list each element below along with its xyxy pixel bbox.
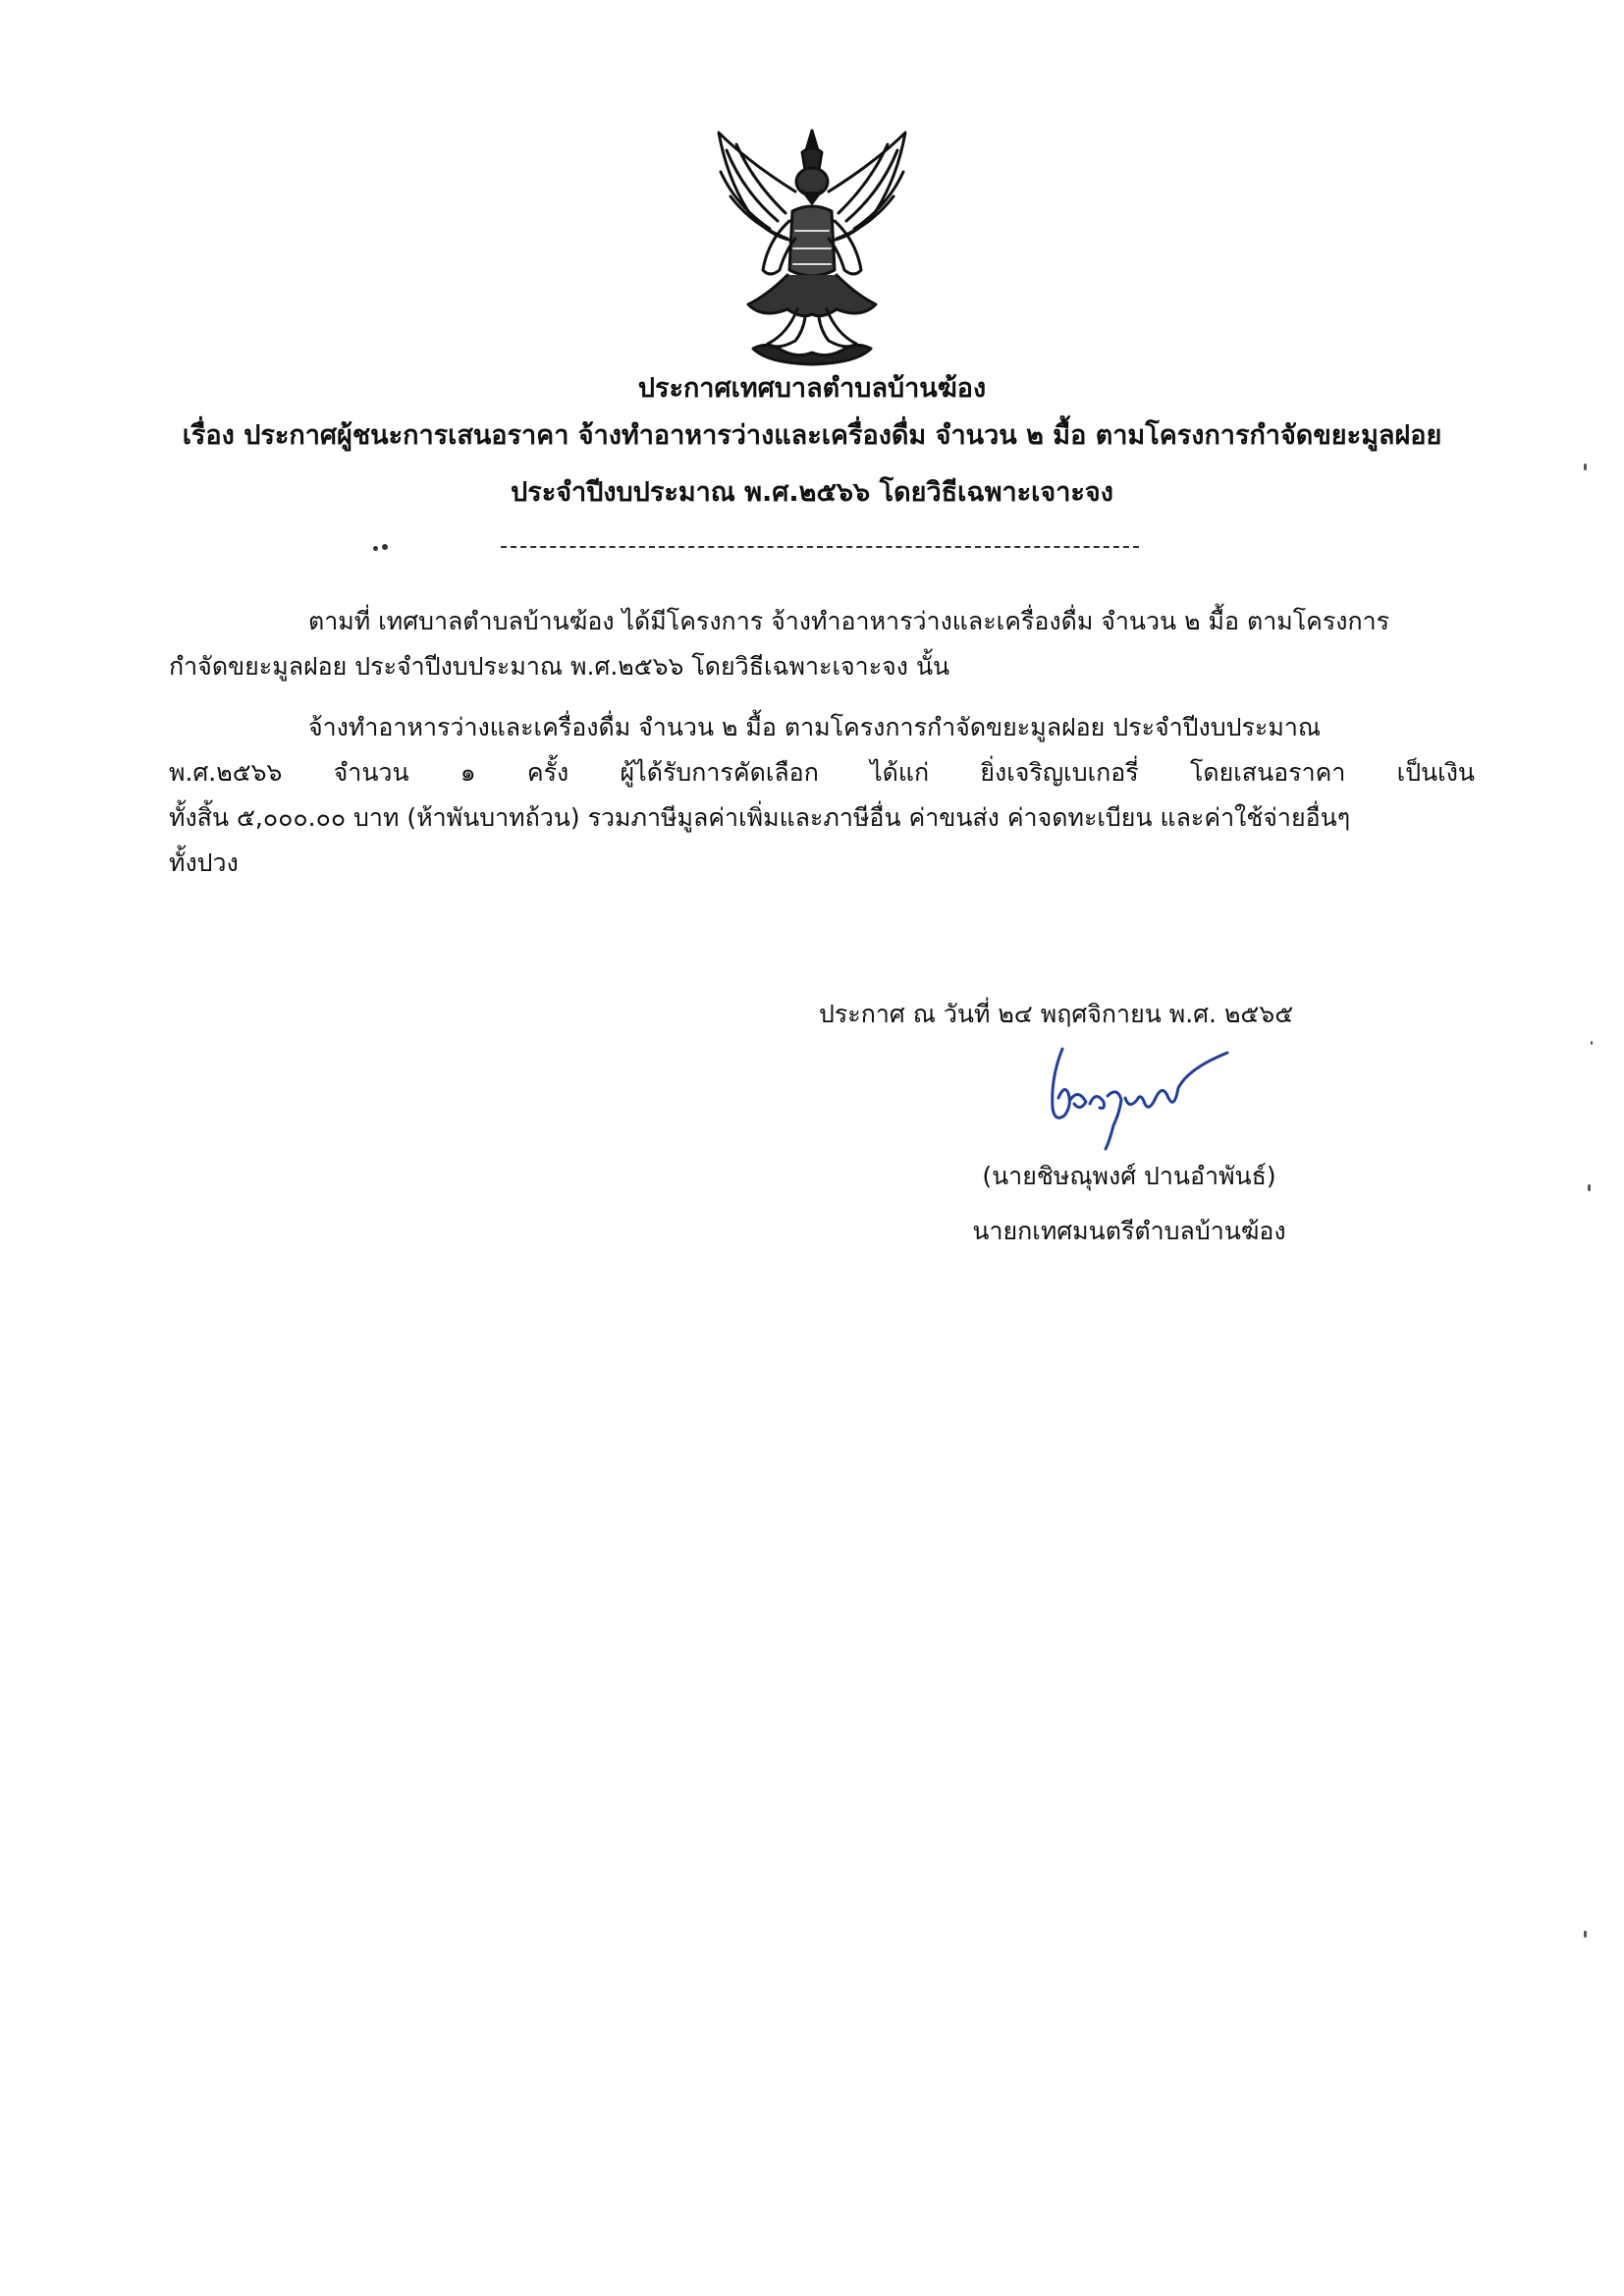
handwritten-signature: [1031, 1039, 1242, 1157]
paragraph-line: ตามที่ เทศบาลตำบลบ้านฆ้อง ได้มีโครงการ จ้างทำอาหารว่างและเครื่องดื่ม จำนวน ๒ มื้อ ตามโครงการ: [308, 607, 1390, 635]
paragraph-intro: [169, 599, 1475, 689]
paragraph-award: [169, 705, 1475, 886]
paragraph-line: ทั้งสิ้น ๕,๐๐๐.๐๐ บาท (ห้าพันบาทถ้วน) รวมภาษีมูลค่าเพิ่มและภาษีอื่น ค่าขนส่ง ค่าจดทะเบียน และค่าใช้จ่ายอื่นๆ: [169, 803, 1351, 832]
scan-speck: [373, 546, 378, 551]
scan-speck: [1591, 1041, 1593, 1045]
announcement-date: ประกาศ ณ วันที่ ๒๔ พฤศจิกายน พ.ศ. ๒๕๖๕: [819, 1000, 1294, 1028]
paragraph-line: ทั้งปวง: [169, 848, 239, 877]
paragraph-line: พ.ศ.๒๕๖๖ จำนวน ๑ ครั้ง ผู้ได้รับการคัดเลือก ได้แก่ ยิ่งเจริญเบเกอรี่ โดยเสนอราคา เป็นเงิน: [169, 758, 1475, 787]
scan-speck: [382, 544, 388, 550]
scan-speck: [1588, 1184, 1591, 1191]
signer-name: (นายชิษณุพงศ์ ปานอำพันธ์): [982, 1162, 1276, 1190]
garuda-emblem-icon: [709, 123, 915, 368]
signer-title: นายกเทศมนตรีตำบลบ้านฆ้อง: [972, 1217, 1286, 1245]
scan-speck: [1584, 1931, 1587, 1938]
announcement-title: ประกาศเทศบาลตำบลบ้านฆ้อง: [637, 373, 987, 404]
announcement-subject-continued: ประจำปีงบประมาณ พ.ศ.๒๕๖๖ โดยวิธีเฉพาะเจาะจง: [511, 477, 1113, 508]
paragraph-line: กำจัดขยะมูลฝอย ประจำปีงบประมาณ พ.ศ.๒๕๖๖ โดยวิธีเฉพาะเจาะจง นั้น: [169, 652, 950, 681]
scan-speck: [1584, 464, 1587, 470]
announcement-subject: เรื่อง ประกาศผู้ชนะการเสนอราคา จ้างทำอาหารว่างและเครื่องดื่ม จำนวน ๒ มื้อ ตามโครงการกำจัดขยะมูลฝอย: [182, 420, 1442, 451]
header-divider: [501, 546, 1139, 548]
paragraph-line: จ้างทำอาหารว่างและเครื่องดื่ม จำนวน ๒ มื้อ ตามโครงการกำจัดขยะมูลฝอย ประจำปีงบประมาณ: [308, 713, 1322, 741]
